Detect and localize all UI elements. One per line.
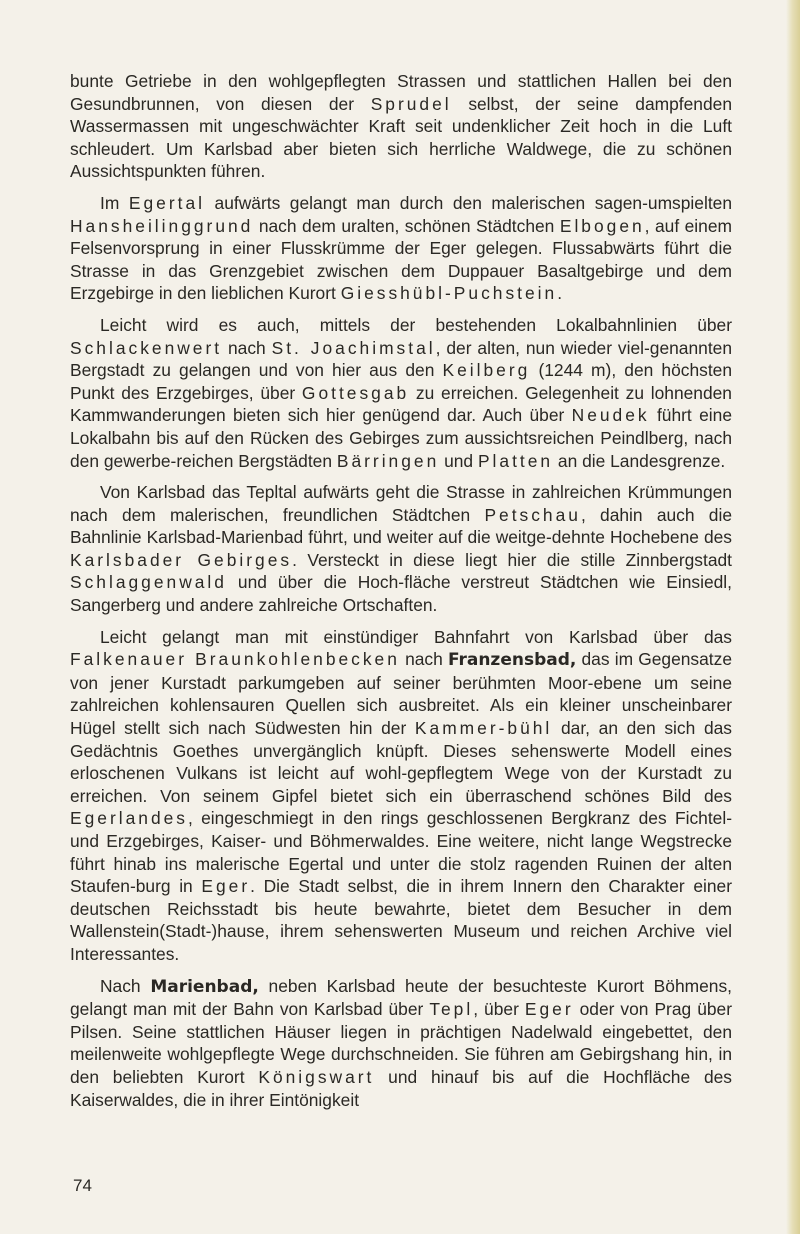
spaced-term-eger: Eger bbox=[201, 876, 251, 897]
spaced-term-keilberg: Keilberg bbox=[442, 360, 531, 381]
spaced-term-egerlandes: Egerlandes bbox=[70, 808, 188, 829]
text-segment: , eingeschmiegt in den rings geschlossenen Bergkranz des Fichtel- und Erzgebirges, Kaiser- und Böhmerwaldes. Eine weitere, nicht lange Wegstrecke führt hinab ins malerische Egertal und unter die stolz ragenden Ruinen der alten Staufen-burg in bbox=[70, 808, 732, 897]
text-segment: das im Gegensatze von jener Kurstadt parkumgeben auf seiner berühmten Moor-ebene um seine zahlreichen kohlensauren Quellen sich ausbreitet. Als ein kleiner unscheinbarer Hügel stellt sich nach Südwesten hin der bbox=[70, 649, 732, 739]
text-segment: Von Karlsbad das Tepltal aufwärts geht die Strasse in zahlreichen Krümmungen nach dem malerischen, freundlichen Städtchen bbox=[70, 482, 732, 525]
text-segment: . Die Stadt selbst, die in ihrem Innern den Charakter einer deutschen Reichsstadt bis heute bewahrte, bietet dem Besucher in dem Wallenstein(Stadt-)hause, ihrem sehenswerten Museum und reichen Archive viel Interessantes. bbox=[70, 876, 732, 964]
spaced-term-baerringen: Bärringen bbox=[336, 450, 440, 471]
page-edge-shading bbox=[786, 0, 800, 1234]
bold-term-marienbad: Marienbad, bbox=[150, 976, 259, 997]
paragraph-3 bbox=[70, 314, 732, 472]
text-segment: , dahin auch die Bahnlinie Karlsbad-Marienbad führt, und weiter auf die weitge-dehnte Hochebene des bbox=[70, 504, 732, 548]
text-segment: , auf einem Felsenvorsprung in einer Flusskrümme der Eger gelegen. Flussabwärts führt die Strasse in das Grenzgebiet zwischen dem Duppauer Basaltgebirge und dem Erzgebirge in den lieblichen Kurort bbox=[70, 215, 732, 304]
text-segment: Im bbox=[100, 192, 129, 213]
text-segment: . bbox=[557, 283, 563, 304]
text-segment: neben Karlsbad heute der besuchteste Kurort Böhmens, gelangt man mit der Bahn von Karlsbad über bbox=[70, 975, 732, 1020]
paragraph-4 bbox=[70, 481, 732, 617]
text-segment: oder von Prag über Pilsen. Seine stattlichen Häuser liegen in prächtigen Nadelwald eingebettet, den meilenweite wohlgepflegte Wege durchschneiden. Sie führen am Gebirgshang hin, in den beliebten Kurort bbox=[70, 999, 733, 1087]
text-segment: (1244 m), den höchsten Punkt des Erzgebirges, über bbox=[70, 360, 733, 403]
spaced-term-sprudel: Sprudel bbox=[370, 93, 452, 114]
text-segment: , der alten, nun wieder viel-genannten Bergstadt zu gelangen und von hier aus den bbox=[70, 337, 733, 381]
text-segment: nach dem uralten, schönen Städtchen bbox=[253, 215, 560, 236]
text-segment: Leicht gelangt man mit einstündiger Bahnfahrt von Karlsbad über das bbox=[100, 626, 732, 647]
page-number: 74 bbox=[73, 1176, 92, 1195]
text-segment: an die Landesgrenze. bbox=[553, 450, 726, 471]
spaced-term-koenigswart: Königswart bbox=[258, 1066, 375, 1087]
spaced-term-schlaggenwald: Schlaggenwald bbox=[70, 572, 227, 593]
text-segment: und hinauf bis auf die Hochfläche des Kaiserwaldes, die in ihrer Eintönigkeit bbox=[70, 1066, 732, 1110]
text-segment: , über bbox=[473, 999, 525, 1020]
spaced-term-petschau: Petschau bbox=[484, 504, 581, 525]
text-segment: zu erreichen. Gelegenheit zu lohnenden Kammwanderungen bieten sich hier genügend dar. Auch über bbox=[70, 382, 732, 426]
text-segment: und bbox=[439, 450, 478, 471]
text-segment: aufwärts gelangt man durch den malerischen sagen-umspielten bbox=[204, 192, 732, 213]
spaced-term-gottesgab: Gottesgab bbox=[301, 382, 410, 403]
paragraph-6 bbox=[70, 975, 732, 1112]
text-segment: . Versteckt in diese liegt hier die stille Zinnbergstadt bbox=[292, 549, 733, 570]
spaced-term-falkenauer-becken: Falkenauer Braunkohlenbecken bbox=[70, 649, 400, 670]
spaced-term-hansheilinggrund: Hansheilinggrund bbox=[70, 215, 254, 236]
spaced-term-schlackenwert: Schlackenwert bbox=[70, 337, 223, 358]
spaced-term-platten: Platten bbox=[477, 450, 554, 471]
spaced-term-joachimstal: St. Joachimstal bbox=[271, 337, 436, 358]
spaced-term-egertal: Egertal bbox=[128, 192, 205, 213]
text-segment: Leicht wird es auch, mittels der bestehenden Lokalbahnlinien über bbox=[100, 314, 732, 335]
spaced-term-eger-2: Eger bbox=[524, 999, 574, 1020]
paragraph-1 bbox=[70, 70, 732, 183]
paragraph-5 bbox=[70, 626, 732, 966]
text-segment: führt eine Lokalbahn bis auf den Rücken des Gebirges zum aussichtsreichen Peindlberg, nach den gewerbe-reichen Bergstädten bbox=[70, 405, 732, 471]
book-page-text bbox=[70, 70, 732, 1120]
spaced-term-neudek: Neudek bbox=[571, 405, 650, 426]
text-segment: dar, an den sich das Gedächtnis Goethes unvergänglich knüpft. Dieses sehenswerte Modell eines erloschenen Vulkans ist leicht auf wohl-gepflegtem Wege von der Kurstadt zu erreichen. Von seinem Gipfel bietet sich ein überraschend schönes Bild des bbox=[70, 718, 732, 806]
spaced-term-tepl: Tepl bbox=[429, 999, 474, 1020]
spaced-term-karlsbader-gebirges: Karlsbader Gebirges bbox=[70, 549, 293, 570]
text-segment: und über die Hoch-fläche verstreut Städtchen wie Einsiedl, Sangerberg und andere zahlreiche Ortschaften. bbox=[70, 572, 732, 616]
text-segment: nach bbox=[222, 337, 272, 358]
spaced-term-giesshuebl: Giesshübl-Puchstein bbox=[340, 283, 558, 304]
spaced-term-elbogen: Elbogen bbox=[559, 215, 645, 236]
bold-term-franzensbad: Franzensbad, bbox=[447, 650, 577, 671]
text-segment: nach bbox=[399, 649, 448, 670]
text-segment: selbst, der seine dampfenden Wassermassen mit ungeschwächter Kraft seit undenklicher Zeit hoch in die Luft schleudert. Um Karlsbad aber bieten sich herrliche Waldwege, die zu schönen Aussichtspunkten führen. bbox=[70, 93, 732, 182]
text-segment: bunte Getriebe in den wohlgepflegten Strassen und stattlichen Hallen bei den Gesundbrunnen, von diesen der bbox=[70, 71, 732, 114]
spaced-term-kammerbuehl: Kammer-bühl bbox=[414, 718, 553, 739]
paragraph-2 bbox=[70, 192, 732, 305]
text-segment: Nach bbox=[100, 975, 151, 996]
